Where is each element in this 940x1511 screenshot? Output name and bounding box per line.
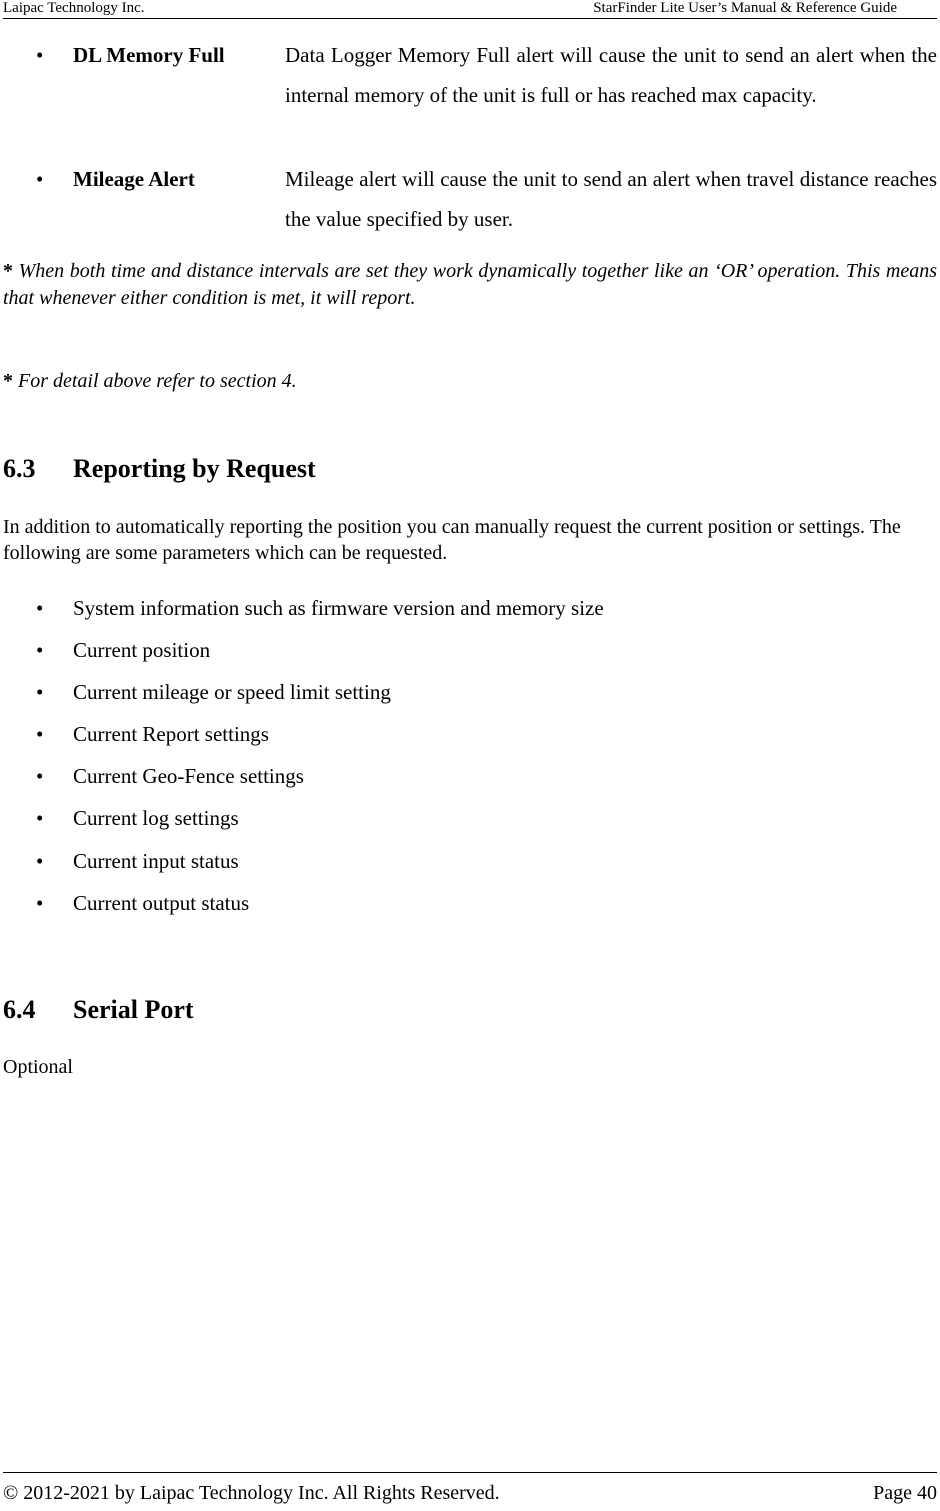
note-text: For detail above refer to section 4.	[18, 370, 297, 392]
bullet-icon: •	[36, 806, 44, 831]
bullet-icon: •	[36, 890, 44, 915]
section-heading-6-3	[3, 454, 316, 484]
note-asterisk: *	[3, 260, 13, 282]
bullet-icon: •	[36, 722, 44, 747]
definition-description: Mileage alert will cause the unit to send an alert when travel distance reaches the value specified by user.	[285, 167, 937, 231]
bullet-icon: •	[36, 43, 44, 67]
definition-term: DL Memory Full	[73, 43, 225, 67]
definition-description: Data Logger Memory Full alert will cause the unit to send an alert when the internal memory of the unit is full or has reached max capacity.	[285, 43, 937, 107]
bullet-icon: •	[36, 680, 44, 705]
page-number: Page 40	[873, 1482, 937, 1504]
header-company: Laipac Technology Inc.	[3, 0, 145, 16]
bullet-icon: •	[36, 638, 44, 663]
note-section-reference	[3, 368, 937, 395]
note-time-distance	[3, 258, 937, 312]
section-title: Reporting by Request	[73, 454, 316, 483]
footer-copyright: © 2012-2021 by Laipac Technology Inc. All Rights Reserved.	[3, 1482, 500, 1504]
section-title: Serial Port	[73, 995, 194, 1024]
note-asterisk: *	[3, 370, 13, 392]
page-header	[3, 0, 937, 19]
page-footer	[3, 1472, 937, 1511]
definition-term: Mileage Alert	[73, 167, 195, 191]
note-text: When both time and distance intervals are set they work dynamically together like an ‘OR’ operation. This means that whenever either condition is met, it will report.	[3, 260, 938, 309]
bullet-icon: •	[36, 167, 44, 191]
section-intro: In addition to automatically reporting the position you can manually request the current position or settings. The following are some parameters which can be requested.	[3, 516, 901, 564]
section-number: 6.3	[3, 454, 36, 483]
bullet-icon: •	[36, 848, 44, 873]
section-number: 6.4	[3, 995, 36, 1024]
bullet-icon: •	[36, 764, 44, 789]
section-body: Optional	[3, 1056, 73, 1078]
section-heading-6-4	[3, 995, 194, 1025]
bullet-icon: •	[36, 596, 44, 620]
header-doc-title: StarFinder Lite User’s Manual & Reference Guide	[593, 0, 897, 16]
